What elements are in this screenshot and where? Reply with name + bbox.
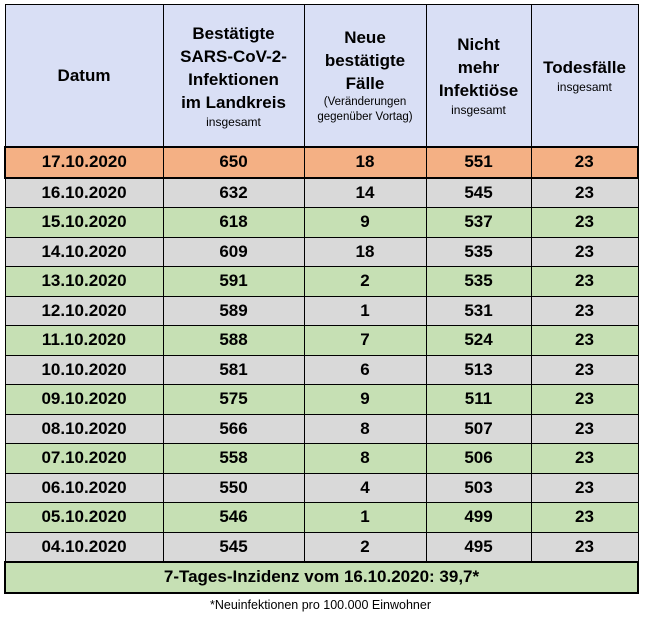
cell-date: 15.10.2020 [5,208,163,238]
cell-new: 18 [304,237,426,267]
cell-not-infectious: 531 [426,296,531,326]
cell-date: 05.10.2020 [5,503,163,533]
incidence-row [5,562,638,593]
cell-deaths: 23 [531,414,638,444]
cell-not-infectious: 524 [426,326,531,356]
cell-date: 10.10.2020 [5,355,163,385]
cell-total: 575 [163,385,304,415]
header-not-infectious [426,5,531,148]
table-row [5,267,638,297]
header-new-sub1: (Veränderungen [323,96,407,108]
header-new-cases [304,5,426,148]
cell-deaths: 23 [531,267,638,297]
cell-date: 09.10.2020 [5,385,163,415]
cell-date: 04.10.2020 [5,532,163,562]
header-deaths-sub: insgesamt [557,80,612,94]
table-body [5,147,638,593]
cell-not-infectious: 551 [426,147,531,178]
cell-new: 7 [304,326,426,356]
header-date [5,5,163,148]
cell-not-infectious: 537 [426,208,531,238]
cell-deaths: 23 [531,444,638,474]
table-row [5,473,638,503]
header-total-line2: SARS-CoV-2- [180,46,287,66]
cell-date: 08.10.2020 [5,414,163,444]
cell-date: 07.10.2020 [5,444,163,474]
cell-new: 2 [304,532,426,562]
cell-date: 11.10.2020 [5,326,163,356]
cell-not-infectious: 513 [426,355,531,385]
cell-new: 6 [304,355,426,385]
cell-new: 8 [304,414,426,444]
table-row [5,532,638,562]
cell-deaths: 23 [531,355,638,385]
cell-new: 4 [304,473,426,503]
header-total-line4: im Landkreis [181,92,286,112]
table-row [5,326,638,356]
covid-statistics-sheet [4,4,637,612]
cell-new: 1 [304,503,426,533]
cell-not-infectious: 545 [426,178,531,208]
cell-total: 650 [163,147,304,178]
header-notinf-line3: Infektiöse [438,81,519,100]
cell-date: 16.10.2020 [5,178,163,208]
cell-deaths: 23 [531,503,638,533]
cell-deaths: 23 [531,326,638,356]
table-row [5,178,638,208]
cell-not-infectious: 499 [426,503,531,533]
cell-date: 12.10.2020 [5,296,163,326]
header-new-line1: Neue [344,28,386,47]
cell-new: 1 [304,296,426,326]
cell-not-infectious: 506 [426,444,531,474]
cell-deaths: 23 [531,147,638,178]
cell-not-infectious: 507 [426,414,531,444]
cell-total: 589 [163,296,304,326]
footnote: *Neuinfektionen pro 100.000 Einwohner [210,597,431,612]
header-total-infections [163,5,304,148]
cell-total: 588 [163,326,304,356]
cell-total: 545 [163,532,304,562]
cell-deaths: 23 [531,385,638,415]
cell-new: 9 [304,208,426,238]
cell-date: 17.10.2020 [5,147,163,178]
cell-total: 632 [163,178,304,208]
table-header [5,5,638,148]
cell-new: 2 [304,267,426,297]
cell-total: 550 [163,473,304,503]
table-row [5,503,638,533]
cell-new: 9 [304,385,426,415]
cell-date: 13.10.2020 [5,267,163,297]
header-deaths-title: Todesfälle [543,58,626,77]
cell-total: 581 [163,355,304,385]
cell-new: 18 [304,147,426,178]
cell-deaths: 23 [531,178,638,208]
header-total-sub: insgesamt [206,114,261,129]
header-new-line2: bestätigte [324,51,406,70]
table-row [5,385,638,415]
cell-total: 591 [163,267,304,297]
table-row [5,414,638,444]
cell-not-infectious: 503 [426,473,531,503]
table-row [5,208,638,238]
cell-total: 609 [163,237,304,267]
cell-new: 8 [304,444,426,474]
table-row [5,147,638,178]
cell-date: 06.10.2020 [5,473,163,503]
incidence-cell: 7-Tages-Inzidenz vom 16.10.2020: 39,7* [5,562,638,593]
cell-deaths: 23 [531,237,638,267]
cell-deaths: 23 [531,473,638,503]
cell-deaths: 23 [531,296,638,326]
header-notinf-line2: mehr [457,58,500,77]
header-notinf-line1: Nicht [457,35,500,54]
cell-deaths: 23 [531,208,638,238]
header-new-line3: Fälle [345,74,385,93]
header-total-line1: Bestätigte [192,23,275,43]
header-date-title: Datum [57,66,111,85]
table-row [5,355,638,385]
cell-date: 14.10.2020 [5,237,163,267]
cell-not-infectious: 495 [426,532,531,562]
table-row [5,237,638,267]
cell-total: 558 [163,444,304,474]
header-new-sub2: gegenüber Vortag) [317,111,413,123]
cell-total: 618 [163,208,304,238]
cell-not-infectious: 535 [426,267,531,297]
table-row [5,444,638,474]
cell-not-infectious: 511 [426,385,531,415]
cell-deaths: 23 [531,532,638,562]
header-row [5,5,638,148]
cell-total: 566 [163,414,304,444]
header-notinf-sub: insgesamt [451,103,506,117]
cell-new: 14 [304,178,426,208]
covid-cases-table [4,4,639,594]
cell-not-infectious: 535 [426,237,531,267]
table-row [5,296,638,326]
header-total-line3: Infektionen [188,69,279,89]
header-deaths [531,5,638,148]
cell-total: 546 [163,503,304,533]
